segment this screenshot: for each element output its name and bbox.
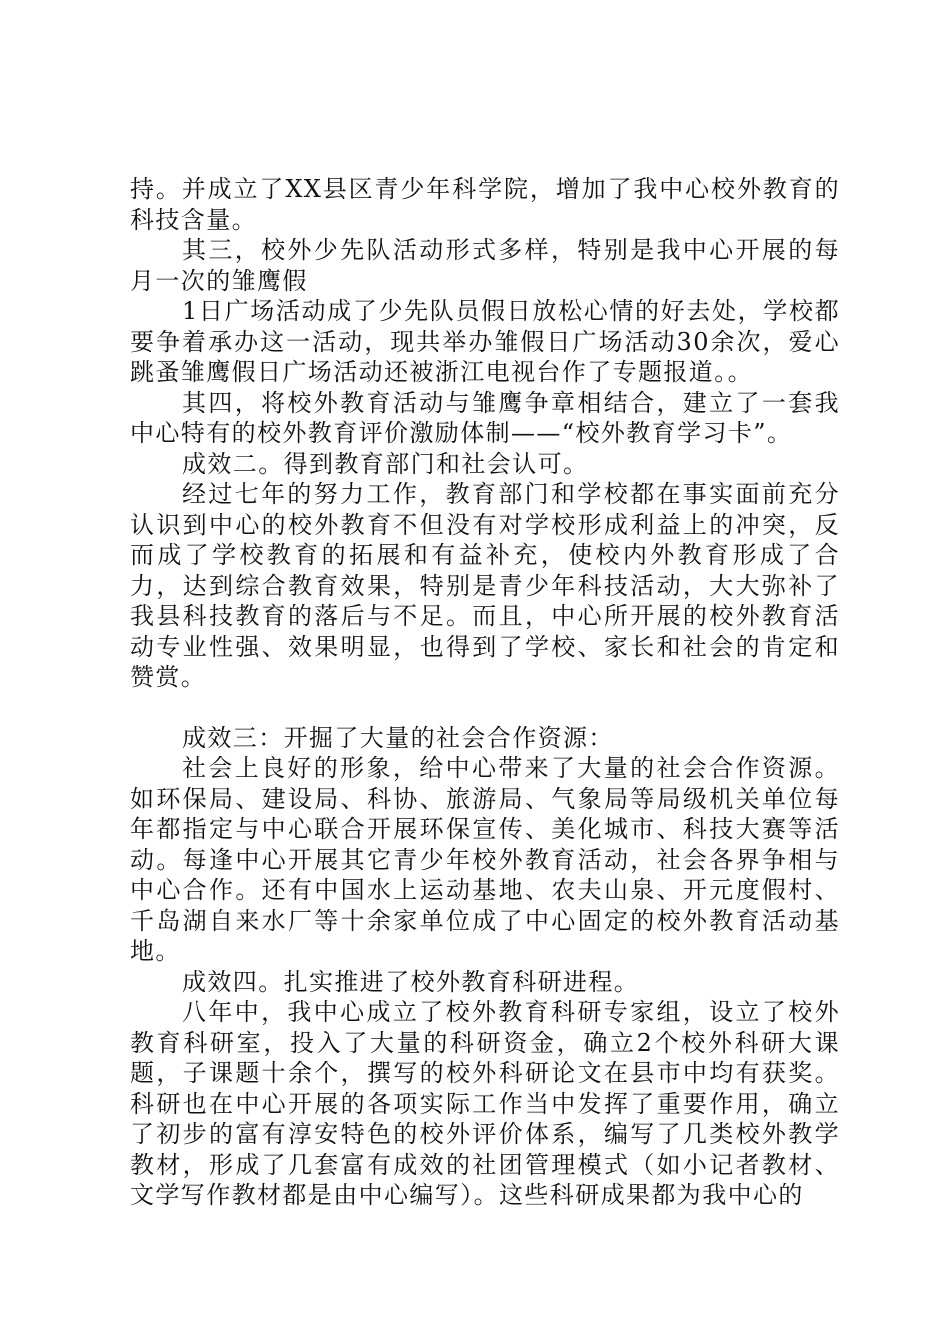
paragraph-cooperation: 社会上良好的形象，给中心带来了大量的社会合作资源。如环保局、建设局、科协、旅游局、气象局等局级机关单位每年都指定与中心联合开展环保宣传、美化城市、科技大赛等活动。每逢中心开展其它青少年校外教育活动，社会各界争相与中心合作。还有中国水上运动基地、农夫山泉、开元度假村、千岛湖自来水厂等十余家单位成了中心固定的校外教育活动基地。 xyxy=(130,754,840,965)
heading-result-three: 成效三：开掘了大量的社会合作资源： xyxy=(182,723,614,752)
document-body xyxy=(130,174,840,1211)
paragraph-research: 八年中，我中心成立了校外教育科研专家组，设立了校外教育科研室，投入了大量的科研资金，确立2个校外科研大课题，子课题十余个，撰写的校外科研论文在县市中均有获奖。科研也在中心开展的各项实际工作当中发挥了重要作用，确立了初步的富有淳安特色的校外评价体系，编写了几类校外教学教材，形成了几套富有成效的社团管理模式（如小记者教材、文学写作教材都是由中心编写）。这些科研成果都为我中心的 xyxy=(130,998,840,1209)
paragraph-fourth-point: 其四，将校外教育活动与雏鹰争章相结合，建立了一套我中心特有的校外教育评价激励体制——“校外教育学习卡”。 xyxy=(130,388,840,447)
heading-result-two: 成效二。得到教育部门和社会认可。 xyxy=(182,449,589,478)
paragraph-square-activity: 1日广场活动成了少先队员假日放松心情的好去处，学校都要争着承办这一活动，现共举办雏假日广场活动30余次，爱心跳蚤雏鹰假日广场活动还被浙江电视台作了专题报道。。 xyxy=(130,297,840,386)
heading-result-four: 成效四。扎实推进了校外教育科研进程。 xyxy=(182,967,640,996)
paragraph-continuation: 持。并成立了XX县区青少年科学院，增加了我中心校外教育的科技含量。 xyxy=(130,175,840,234)
paragraph-recognition: 经过七年的努力工作，教育部门和学校都在事实面前充分认识到中心的校外教育不但没有对学校形成利益上的冲突，反而成了学校教育的拓展和有益补充，使校内外教育形成了合力，达到综合教育效果，特别是青少年科技活动，大大弥补了我县科技教育的落后与不足。而且，中心所开展的校外教育活动专业性强、效果明显，也得到了学校、家长和社会的肯定和赞赏。 xyxy=(130,480,840,691)
paragraph-third-point: 其三，校外少先队活动形式多样，特别是我中心开展的每月一次的雏鹰假 xyxy=(130,236,840,295)
